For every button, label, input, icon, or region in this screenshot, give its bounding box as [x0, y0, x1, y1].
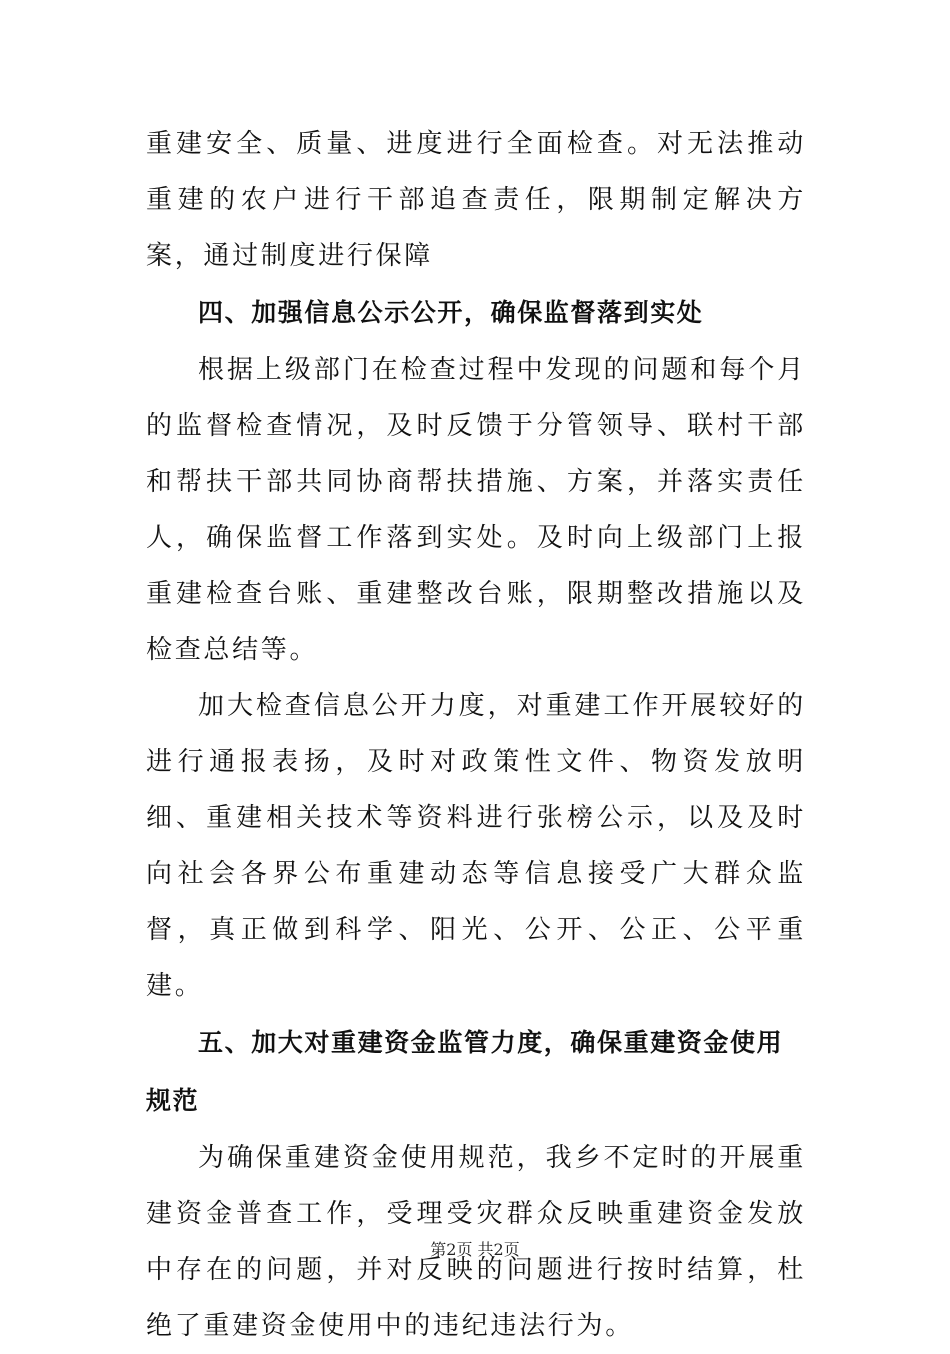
section-heading-5: 五、加大对重建资金监管力度，确保重建资金使用规范	[146, 1028, 784, 1115]
paragraph: 根据上级部门在检查过程中发现的问题和每个月的监督检查情况，及时反馈于分管领导、联村干部和帮扶干部共同协商帮扶措施、方案，并落实责任人，确保监督工作落到实处。及时向上级部门上报重建检查台账、重建整改台账，限期整改措施以及检查总结等。	[146, 355, 806, 665]
page-number-footer: 第2页 共2页	[430, 1240, 520, 1259]
paragraph-continued: 重建安全、质量、进度进行全面检查。对无法推动重建的农户进行干部追查责任，限期制定解决方案，通过制度进行保障	[146, 129, 806, 271]
paragraph: 加大检查信息公开力度，对重建工作开展较好的进行通报表扬，及时对政策性文件、物资发放明细、重建相关技术等资料进行张榜公示，以及及时向社会各界公布重建动态等信息接受广大群众监督，真正做到科学、阳光、公开、公正、公平重建。	[146, 691, 806, 1001]
document-body	[146, 116, 806, 1354]
section-heading-4: 四、加强信息公示公开，确保监督落到实处	[198, 298, 704, 327]
paragraph: 为确保重建资金使用规范，我乡不定时的开展重建资金普查工作，受理受灾群众反映重建资金发放中存在的问题，并对反映的问题进行按时结算，杜绝了重建资金使用中的违纪违法行为。	[146, 1143, 806, 1341]
